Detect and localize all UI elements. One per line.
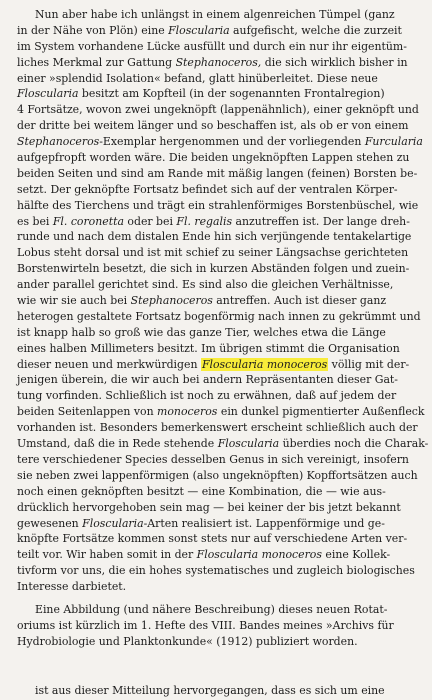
text-run: überdies noch die Charak- (279, 437, 429, 451)
text-line (17, 71, 421, 87)
italic-term: Floscularia (17, 87, 79, 101)
text-line (17, 55, 421, 71)
text-line (17, 404, 425, 420)
italic-term: Floscularia monoceros (196, 548, 322, 562)
text-line (17, 39, 421, 55)
text-line (17, 602, 421, 618)
text-run: ein dunkel pigmentierter Außenfleck (217, 405, 425, 419)
text-line (17, 341, 421, 357)
text-run: in der Nähe von Plön) eine (17, 23, 169, 37)
text-run: beiden Seiten und sind am Rande mit mäßig langen (feinen) Borsten be- (17, 166, 418, 180)
text-run: setzt. Der geknöpfte Fortsatz befindet sich auf der ventralen Körper- (17, 182, 398, 196)
text-line (17, 547, 421, 563)
highlighted-term: Floscularia monoceros (201, 357, 328, 371)
text-run: drücklich hervorgehoben sein mag — bei keiner der bis jetzt bekannt (17, 500, 401, 514)
text-run: Umstand, daß die in Rede stehende (17, 437, 218, 451)
text-line (17, 531, 421, 547)
text-line (17, 500, 421, 516)
text-line (17, 182, 421, 198)
text-line (17, 277, 421, 293)
text-line (17, 23, 421, 39)
text-run: tung vorfinden. Schließlich ist noch zu erwähnen, daß auf jedem der (17, 389, 397, 403)
text-run: 4 Fortsätze, wovon zwei ungeknöpft (lappenähnlich), einer geknöpft und (17, 103, 419, 117)
text-line (17, 214, 421, 230)
text-run: eine Kollek- (321, 548, 391, 562)
paragraph-gap (17, 595, 421, 602)
text-line (17, 468, 421, 484)
text-line (17, 618, 421, 634)
text-run: ander parallel gerichtet sind. Es sind also die gleichen Verhältnisse, (17, 278, 394, 292)
text-line (17, 436, 429, 452)
text-run: vorhanden ist. Besonders bemerkenswert erscheint schließlich auch der (17, 421, 418, 435)
italic-term: Stephanoceros, (175, 55, 262, 69)
text-run: der dritte bei weitem länger und so beschaffen ist, als ob er von einem (17, 119, 409, 133)
text-run: wie wir sie auch bei (17, 294, 131, 308)
text-run: ist knapp halb so groß wie das ganze Tier, welches etwa die Länge (17, 325, 386, 339)
text-line (17, 357, 421, 373)
text-run: hälfte des Tierchens und trägt ein strahlenförmiges Borstenbüschel, wie (17, 198, 419, 212)
text-run: tere verschiedener Species desselben Genus in sich vereinigt, insofern (17, 452, 409, 466)
italic-term: monoceros (157, 405, 218, 419)
text-line (17, 134, 421, 150)
text-line (17, 229, 421, 245)
text-run: Borstenwirteln besetzt, die sich in kurzen Abständen folgen und zuein- (17, 262, 410, 276)
text-line (17, 150, 421, 166)
text-line (17, 261, 421, 277)
text-run: teilt vor. Wir haben somit in der (17, 548, 197, 562)
italic-term: Furcularia (364, 135, 423, 149)
text-run: oriums ist kürzlich im 1. Hefte des VIII. Bandes meines »Archivs für (17, 618, 394, 632)
paragraph-2 (17, 602, 421, 650)
text-line (17, 484, 421, 500)
text-run: völlig mit der- (328, 357, 410, 371)
text-line (17, 388, 421, 404)
text-run: -Arten realisiert ist. Lappenförmige und ge- (143, 516, 385, 530)
text-run: Hydrobiologie und Planktonkunde« (1912) publiziert worden. (17, 634, 358, 648)
text-line (17, 634, 421, 650)
text-run: es bei (17, 214, 53, 228)
text-line (17, 563, 421, 579)
text-line (17, 7, 421, 23)
italic-term: Floscularia (82, 516, 144, 530)
italic-term: Floscularia (217, 437, 280, 451)
text-run: anzutreffen ist. Der lange dreh- (232, 214, 410, 228)
cutoff-text-line: ist aus dieser Mitteilung hervorgegangen, dass es sich um eine (35, 684, 385, 697)
paragraph-1 (17, 7, 429, 595)
text-run: gewesenen (17, 516, 83, 530)
text-run: Eine Abbildung (und nähere Beschreibung) dieses neuen Rotat- (35, 602, 388, 616)
text-run: einer »splendid Isolation« befand, glatt hinüberleitet. Diese neue (17, 71, 378, 85)
text-line (17, 516, 421, 532)
text-run: sie neben zwei lappenförmigen (also ungeknöpften) Kopffortsätzen auch (17, 468, 418, 482)
text-line (17, 86, 421, 102)
text-line (17, 309, 421, 325)
italic-term: Floscularia (168, 23, 230, 37)
italic-term: Fl. regalis (176, 214, 233, 228)
text-line (17, 245, 421, 261)
text-run: liches Merkmal zur Gattung (17, 55, 176, 69)
text-run: dieser neuen und merkwürdigen (17, 357, 201, 371)
text-line (17, 420, 421, 436)
text-run: antreffen. Auch ist dieser ganz (212, 294, 387, 308)
text-line (17, 372, 421, 388)
text-run: oder bei (123, 214, 177, 228)
text-run: eines halben Millimeters besitzt. Im übrigen stimmt die Organisation (17, 341, 400, 355)
text-run: aufgefischt, welche die zurzeit (229, 23, 402, 37)
text-run: jenigen überein, die wir auch bei andern Repräsentanten dieser Gat- (17, 373, 398, 387)
text-run: Lobus steht dorsal und ist mit schief zu seiner Längsachse gerichteten (17, 246, 409, 260)
text-run: beiden Seitenlappen von (17, 405, 158, 419)
text-run: noch einen geknöpften besitzt — eine Kombination, die — wie aus- (17, 484, 386, 498)
text-run: Nun aber habe ich unlängst in einem algenreichen Tümpel (ganz (35, 8, 395, 21)
text-run: tivform vor uns, die ein hohes systematisches und zugleich biologisches (17, 564, 415, 578)
italic-term: Stephanoceros (17, 135, 100, 149)
document-page (17, 7, 429, 650)
text-line (17, 452, 421, 468)
text-run: im System vorhandene Lücke ausfüllt und durch ein nur ihr eigentüm- (17, 39, 407, 53)
text-run: -Exemplar hergenommen und der vorliegenden (99, 135, 365, 149)
italic-term: Fl. coronetta (52, 214, 124, 228)
italic-term: Stephanoceros (130, 294, 213, 308)
text-run: aufgepfropft worden wäre. Die beiden ungeknöpften Lappen stehen zu (17, 151, 410, 165)
text-run: Interesse darbietet. (17, 580, 127, 594)
text-run: heterogen gestaltete Fortsatz bogenförmig nach innen zu gekrümmt und (17, 309, 421, 323)
text-line (17, 325, 421, 341)
text-line (17, 118, 421, 134)
text-run: die sich wirklich bisher in (261, 55, 408, 69)
text-line (17, 579, 421, 595)
text-run: knöpfte Fortsätze kommen sonst stets nur auf verschiedene Arten ver- (17, 532, 408, 546)
text-run: runde und nach dem distalen Ende hin sich verjüngende tentakelartige (17, 230, 412, 244)
text-line (17, 166, 421, 182)
text-line (17, 102, 421, 118)
text-line (17, 198, 421, 214)
text-line (17, 293, 421, 309)
text-run: besitzt am Kopfteil (in der sogenannten Frontalregion) (78, 87, 385, 101)
